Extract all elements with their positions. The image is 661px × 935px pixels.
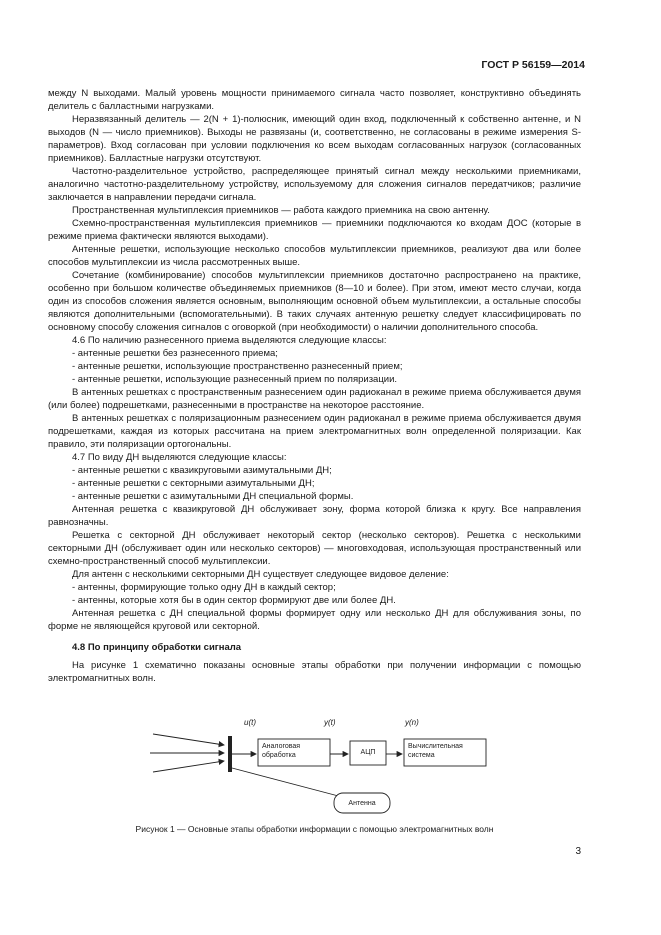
antenna-label: Антенна	[348, 800, 376, 807]
document-number: ГОСТ Р 56159—2014	[481, 59, 585, 71]
paragraph: В антенных решетках с поляризационным разнесением один радиоканал в режиме приема обслуживается двумя подрешетками, каждая из которых рассчитана на прием электромагнитных волн определенной поляризации. Как правило, эти поляризации ортогональны.	[48, 413, 581, 450]
clause-heading: 4.6 По наличию разнесенного приема выделяются следующие классы:	[72, 335, 387, 346]
incoming-wave-line	[153, 761, 224, 772]
figure-1-diagram	[48, 714, 581, 819]
label-y-n: y(n)	[405, 718, 419, 727]
list-item: - антенные решетки, использующие пространственно разнесенный прием;	[72, 361, 403, 372]
list-item: - антенны, которые хотя бы в один сектор формируют две или более ДН.	[72, 595, 396, 606]
list-item: - антенные решетки с секторными азимутальными ДН;	[72, 478, 315, 489]
paragraph: Сочетание (комбинирование) способов мультиплексии приемников достаточно распространено на практике, особенно при большом количестве объединяемых приемников (8—10 и более). При этом, имеют место случаи, когда один из способов сложения является основным, выполняющим основной объем мультиплексии, а остальные способы являются дополнительными (вспомогательными). В таких случаях антенную решетку следует классифицировать по основному способу сложения сигналов с оговоркой (при необходимости) о наличии дополнительного способа.	[48, 270, 581, 333]
list-item: - антенные решетки без разнесенного приема;	[72, 348, 278, 359]
paragraph: Решетка с секторной ДН обслуживает некоторый сектор (несколько секторов). Решетка с несколькими секторными ДН (обслуживает один или несколько секторов) — многовходовая, использующая пространственный или схемно-пространственный способ мультиплексии.	[48, 530, 581, 567]
block-diagram	[48, 714, 581, 819]
analog-box-label: Аналоговая обработка	[262, 743, 301, 759]
paragraph: Пространственная мультиплексия приемников — работа каждого приемника на свою антенну.	[72, 205, 490, 216]
antenna-callout-line	[232, 768, 346, 798]
figure-caption: Рисунок 1 — Основные этапы обработки информации с помощью электромагнитных волн	[135, 824, 494, 834]
paragraph: Антенная решетка с ДН специальной формы формирует одну или несколько ДН для обслуживания зоны, по форме не являющейся круговой или секторной.	[48, 608, 581, 632]
paragraph: Схемно-пространственная мультиплексия приемников — приемники подключаются ко входам ДОС (которые в режиме приема фактически являются выходами).	[48, 218, 581, 242]
paragraph: между N выходами. Малый уровень мощности принимаемого сигнала часто позволяет, конструктивно объединять делитель с балластными нагрузками.	[48, 88, 581, 112]
section-title: 4.8 По принципу обработки сигнала	[72, 642, 242, 653]
document-body	[48, 87, 581, 685]
paragraph: Для антенн с несколькими секторными ДН существует следующее видовое деление:	[72, 569, 449, 580]
adc-box-label: АЦП	[360, 749, 376, 756]
paragraph: В антенных решетках с пространственным разнесением один радиоканал в режиме приема обслуживается двумя (или более) подрешетками, разнесенными в пространстве на некоторое расстояние.	[48, 387, 581, 411]
label-u-t: u(t)	[244, 718, 256, 727]
list-item: - антенные решетки, использующие разнесенный прием по поляризации.	[72, 374, 398, 385]
list-item: - антенные решетки с квазикруговыми азимутальными ДН;	[72, 465, 332, 476]
paragraph: Антенные решетки, использующие несколько способов мультиплексии приемников, реализуют два или более способов мультиплексии из числа рассмотренных выше.	[48, 244, 581, 268]
clause-heading: 4.7 По виду ДН выделяются следующие классы:	[72, 452, 287, 463]
label-y-t: y(t)	[324, 718, 336, 727]
list-item: - антенные решетки с азимутальными ДН специальной формы.	[72, 491, 354, 502]
antenna-bar	[228, 736, 232, 772]
list-item: - антенны, формирующие только одну ДН в каждый сектор;	[72, 582, 336, 593]
page-number: 3	[575, 846, 581, 857]
paragraph: Неразвязанный делитель — 2(N + 1)-полюсник, имеющий один вход, подключенный к собственно антенне, и N выходов (N — число приемников). Выходы не развязаны (и, соответственно, не согласованы в режиме измерения S-параметров). Вход согласован при условии подключения ко всем выходам согласованных нагрузок (согласованных приемников). Балластные нагрузки отсутствуют.	[48, 114, 581, 164]
paragraph: Частотно-разделительное устройство, распределяющее принятый сигнал между несколькими приемниками, аналогично частотно-разделительному устройству, используемому для сложения сигналов передатчиков; различие заключается в направлении передачи сигнала.	[48, 166, 581, 203]
paragraph: Антенная решетка с квазикруговой ДН обслуживает зону, форма которой близка к кругу. Все направления равнозначны.	[48, 504, 581, 528]
paragraph: На рисунке 1 схематично показаны основные этапы обработки при получении информации с помощью электромагнитных волн.	[48, 660, 581, 684]
computer-box-label: Вычислительная система	[408, 743, 463, 759]
incoming-wave-line	[153, 734, 224, 745]
